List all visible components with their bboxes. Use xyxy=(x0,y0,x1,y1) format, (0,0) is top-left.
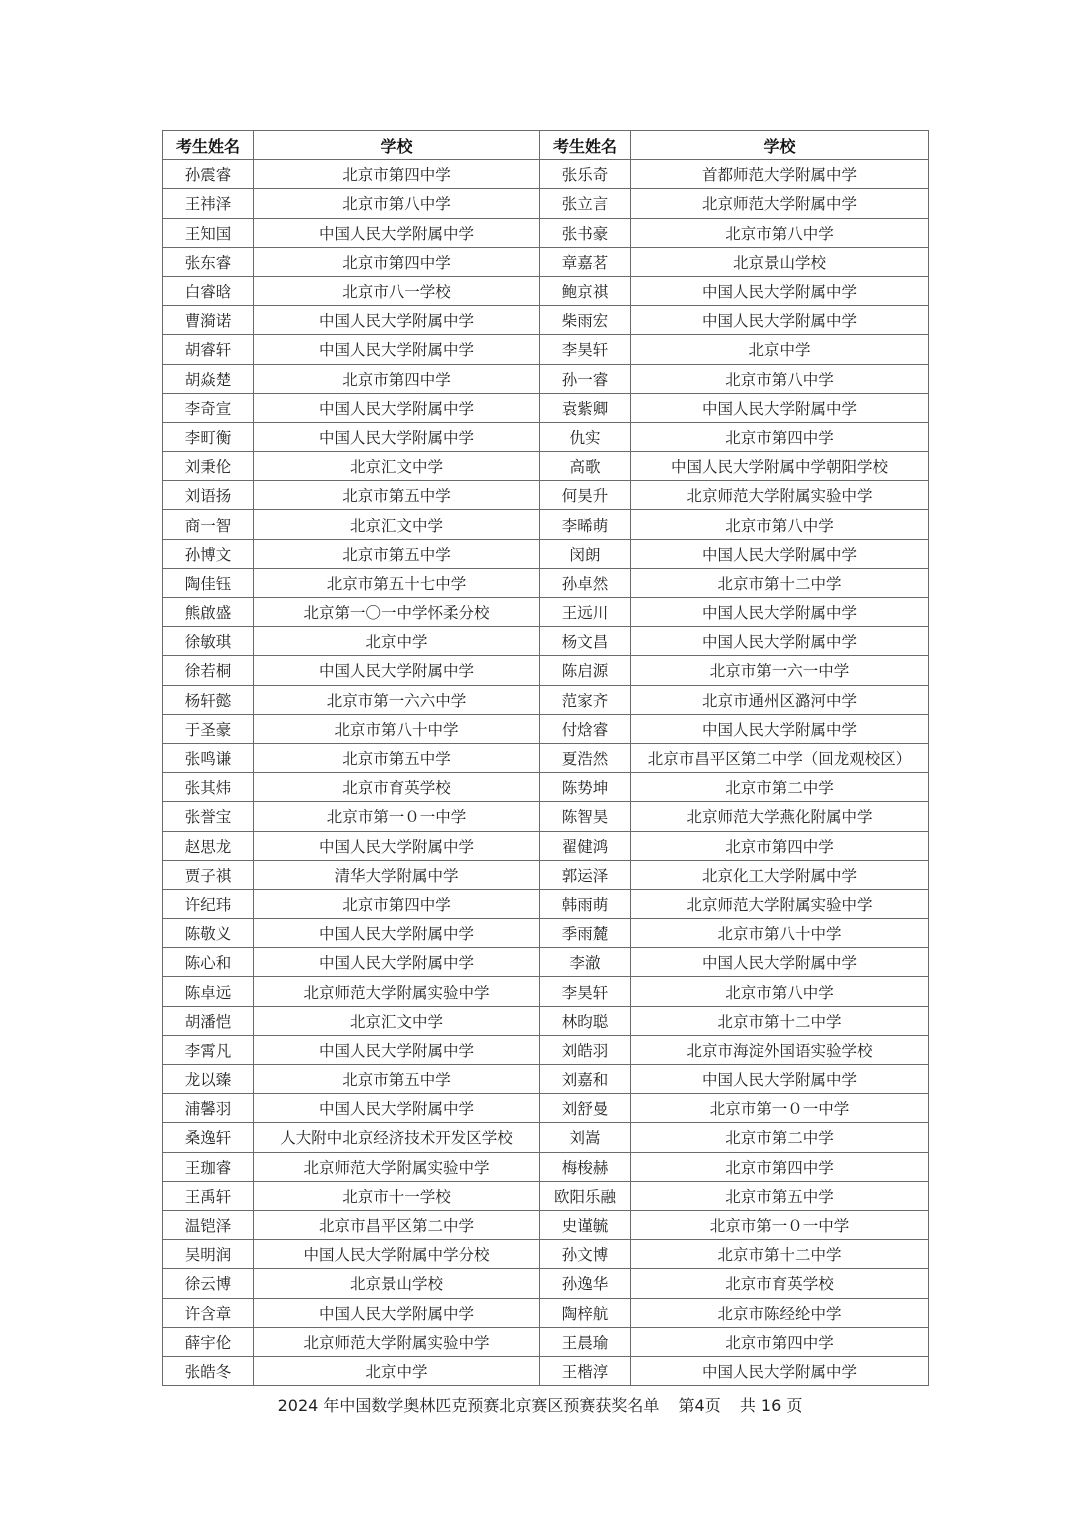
table-row xyxy=(163,1065,929,1094)
student-name-right: 夏浩然 xyxy=(540,743,631,772)
student-name-right: 孙一睿 xyxy=(540,364,631,393)
school-right: 北京市第十二中学 xyxy=(631,1006,929,1035)
student-name-left: 李霄凡 xyxy=(163,1035,254,1064)
school-left: 北京市第五中学 xyxy=(254,743,540,772)
student-name-right: 孙文博 xyxy=(540,1240,631,1269)
school-right: 北京市第二中学 xyxy=(631,1123,929,1152)
school-left: 北京市八一学校 xyxy=(254,276,540,305)
school-left: 北京中学 xyxy=(254,1356,540,1385)
student-name-right: 欧阳乐融 xyxy=(540,1181,631,1210)
school-right: 北京师范大学附属实验中学 xyxy=(631,889,929,918)
table-row xyxy=(163,831,929,860)
school-left: 北京市第一六六中学 xyxy=(254,685,540,714)
school-right: 北京化工大学附属中学 xyxy=(631,860,929,889)
student-name-right: 翟健鸿 xyxy=(540,831,631,860)
school-left: 中国人民大学附属中学 xyxy=(254,948,540,977)
school-right: 北京市第四中学 xyxy=(631,1327,929,1356)
school-left: 中国人民大学附属中学 xyxy=(254,218,540,247)
table-row xyxy=(163,685,929,714)
student-name-left: 胡焱楚 xyxy=(163,364,254,393)
school-left: 北京汇文中学 xyxy=(254,452,540,481)
school-left: 中国人民大学附属中学 xyxy=(254,335,540,364)
student-name-right: 刘嘉和 xyxy=(540,1065,631,1094)
school-right: 中国人民大学附属中学 xyxy=(631,627,929,656)
school-left: 北京师范大学附属实验中学 xyxy=(254,977,540,1006)
table-row xyxy=(163,452,929,481)
table-body xyxy=(163,160,929,1386)
school-left: 北京景山学校 xyxy=(254,1269,540,1298)
table-header-row xyxy=(163,131,929,160)
school-right: 北京市海淀外国语实验学校 xyxy=(631,1035,929,1064)
school-right: 北京市陈经纶中学 xyxy=(631,1298,929,1327)
school-left: 北京市第四中学 xyxy=(254,364,540,393)
school-right: 北京市第四中学 xyxy=(631,831,929,860)
header-school-left: 学校 xyxy=(254,131,540,160)
school-left: 中国人民大学附属中学 xyxy=(254,393,540,422)
student-name-left: 徐敏琪 xyxy=(163,627,254,656)
school-right: 中国人民大学附属中学 xyxy=(631,1065,929,1094)
student-name-right: 陈启源 xyxy=(540,656,631,685)
school-right: 中国人民大学附属中学 xyxy=(631,714,929,743)
school-left: 北京第一〇一中学怀柔分校 xyxy=(254,598,540,627)
table-row xyxy=(163,598,929,627)
table-row xyxy=(163,1356,929,1385)
table-row xyxy=(163,860,929,889)
student-name-left: 陈卓远 xyxy=(163,977,254,1006)
student-name-left: 陈敬义 xyxy=(163,919,254,948)
student-name-right: 袁紫卿 xyxy=(540,393,631,422)
school-right: 北京市第十二中学 xyxy=(631,1240,929,1269)
footer-page-number: 第4页 xyxy=(678,1396,721,1415)
table-row xyxy=(163,656,929,685)
school-right: 北京景山学校 xyxy=(631,247,929,276)
table-row xyxy=(163,218,929,247)
student-name-right: 梅梭赫 xyxy=(540,1152,631,1181)
student-name-left: 张誉宝 xyxy=(163,802,254,831)
school-right: 中国人民大学附属中学 xyxy=(631,393,929,422)
school-right: 北京市第八中学 xyxy=(631,218,929,247)
table-row xyxy=(163,948,929,977)
student-name-left: 徐若桐 xyxy=(163,656,254,685)
school-left: 中国人民大学附属中学 xyxy=(254,1094,540,1123)
school-left: 北京市第一０一中学 xyxy=(254,802,540,831)
student-name-right: 林昀聪 xyxy=(540,1006,631,1035)
table-row xyxy=(163,627,929,656)
school-left: 中国人民大学附属中学 xyxy=(254,1035,540,1064)
footer-title: 2024 年中国数学奥林匹克预赛北京赛区预赛获奖名单 xyxy=(277,1396,660,1415)
student-name-right: 张乐奇 xyxy=(540,160,631,189)
table-row xyxy=(163,247,929,276)
table-row xyxy=(163,510,929,539)
school-right: 北京师范大学附属中学 xyxy=(631,189,929,218)
student-name-left: 许含章 xyxy=(163,1298,254,1327)
school-left: 北京汇文中学 xyxy=(254,1006,540,1035)
table-row xyxy=(163,1006,929,1035)
table-row xyxy=(163,1094,929,1123)
school-left: 北京市第四中学 xyxy=(254,889,540,918)
school-left: 北京市第五中学 xyxy=(254,1065,540,1094)
student-name-right: 仇实 xyxy=(540,422,631,451)
student-name-right: 王楷淳 xyxy=(540,1356,631,1385)
school-right: 北京市第四中学 xyxy=(631,1152,929,1181)
school-right: 北京师范大学附属实验中学 xyxy=(631,481,929,510)
school-right: 北京市第八中学 xyxy=(631,977,929,1006)
student-name-left: 张其炜 xyxy=(163,773,254,802)
school-right: 中国人民大学附属中学朝阳学校 xyxy=(631,452,929,481)
school-right: 北京市第四中学 xyxy=(631,422,929,451)
school-left: 北京师范大学附属实验中学 xyxy=(254,1152,540,1181)
school-left: 北京市昌平区第二中学 xyxy=(254,1210,540,1239)
student-name-left: 曹漪诺 xyxy=(163,306,254,335)
student-name-left: 王珈睿 xyxy=(163,1152,254,1181)
table-row xyxy=(163,1327,929,1356)
table-row xyxy=(163,364,929,393)
student-name-left: 刘秉伦 xyxy=(163,452,254,481)
table-row xyxy=(163,276,929,305)
student-name-right: 闵朗 xyxy=(540,539,631,568)
school-left: 人大附中北京经济技术开发区学校 xyxy=(254,1123,540,1152)
student-name-left: 温铠泽 xyxy=(163,1210,254,1239)
table-row xyxy=(163,1152,929,1181)
school-left: 北京师范大学附属实验中学 xyxy=(254,1327,540,1356)
table-row xyxy=(163,714,929,743)
table-row xyxy=(163,802,929,831)
student-name-right: 王晨瑜 xyxy=(540,1327,631,1356)
school-left: 中国人民大学附属中学 xyxy=(254,919,540,948)
student-name-right: 李昊轩 xyxy=(540,335,631,364)
student-name-right: 刘嵩 xyxy=(540,1123,631,1152)
table-row xyxy=(163,1123,929,1152)
table-row xyxy=(163,1298,929,1327)
school-left: 北京市第八十中学 xyxy=(254,714,540,743)
student-name-right: 陈智昊 xyxy=(540,802,631,831)
school-right: 北京市第八中学 xyxy=(631,510,929,539)
student-name-right: 陈势坤 xyxy=(540,773,631,802)
student-name-right: 刘皓羽 xyxy=(540,1035,631,1064)
student-name-right: 史谨毓 xyxy=(540,1210,631,1239)
school-left: 中国人民大学附属中学 xyxy=(254,1298,540,1327)
table-row xyxy=(163,481,929,510)
table-row xyxy=(163,1210,929,1239)
table-row xyxy=(163,743,929,772)
student-name-left: 陶佳钰 xyxy=(163,568,254,597)
student-name-left: 王禹轩 xyxy=(163,1181,254,1210)
table-row xyxy=(163,919,929,948)
school-left: 北京中学 xyxy=(254,627,540,656)
student-name-right: 张立言 xyxy=(540,189,631,218)
table-row xyxy=(163,1240,929,1269)
student-name-left: 陈心和 xyxy=(163,948,254,977)
school-right: 北京市第一０一中学 xyxy=(631,1094,929,1123)
school-right: 北京市昌平区第二中学（回龙观校区） xyxy=(631,743,929,772)
student-name-left: 许纪玮 xyxy=(163,889,254,918)
school-right: 北京市第八十中学 xyxy=(631,919,929,948)
school-left: 中国人民大学附属中学 xyxy=(254,656,540,685)
school-left: 中国人民大学附属中学 xyxy=(254,422,540,451)
school-right: 北京市第十二中学 xyxy=(631,568,929,597)
table-row xyxy=(163,889,929,918)
student-name-right: 章嘉茗 xyxy=(540,247,631,276)
table-row xyxy=(163,568,929,597)
student-name-right: 韩雨萌 xyxy=(540,889,631,918)
student-name-right: 付焓睿 xyxy=(540,714,631,743)
student-name-left: 胡潘恺 xyxy=(163,1006,254,1035)
student-name-right: 孙卓然 xyxy=(540,568,631,597)
table-row xyxy=(163,1181,929,1210)
school-right: 北京市第一０一中学 xyxy=(631,1210,929,1239)
table-row xyxy=(163,160,929,189)
student-name-left: 龙以臻 xyxy=(163,1065,254,1094)
school-right: 中国人民大学附属中学 xyxy=(631,948,929,977)
footer-total-pages: 共 16 页 xyxy=(739,1396,803,1415)
student-name-left: 徐云博 xyxy=(163,1269,254,1298)
student-name-left: 桑逸轩 xyxy=(163,1123,254,1152)
student-name-left: 张皓冬 xyxy=(163,1356,254,1385)
student-name-right: 高歌 xyxy=(540,452,631,481)
student-name-left: 浦馨羽 xyxy=(163,1094,254,1123)
school-left: 中国人民大学附属中学分校 xyxy=(254,1240,540,1269)
school-left: 北京市第五中学 xyxy=(254,481,540,510)
school-right: 中国人民大学附属中学 xyxy=(631,276,929,305)
student-name-right: 王远川 xyxy=(540,598,631,627)
school-left: 北京市第五十七中学 xyxy=(254,568,540,597)
header-student-name-left: 考生姓名 xyxy=(163,131,254,160)
school-right: 北京市第五中学 xyxy=(631,1181,929,1210)
school-right: 北京市第二中学 xyxy=(631,773,929,802)
student-name-right: 张书豪 xyxy=(540,218,631,247)
school-right: 北京市通州区潞河中学 xyxy=(631,685,929,714)
student-name-left: 王知国 xyxy=(163,218,254,247)
student-name-right: 何昊升 xyxy=(540,481,631,510)
table-row xyxy=(163,306,929,335)
student-name-left: 孙博文 xyxy=(163,539,254,568)
student-name-left: 贾子祺 xyxy=(163,860,254,889)
student-name-right: 李澈 xyxy=(540,948,631,977)
school-right: 首都师范大学附属中学 xyxy=(631,160,929,189)
student-name-left: 吴明润 xyxy=(163,1240,254,1269)
student-name-right: 刘舒曼 xyxy=(540,1094,631,1123)
school-left: 北京市第四中学 xyxy=(254,247,540,276)
school-right: 北京市第一六一中学 xyxy=(631,656,929,685)
table-row xyxy=(163,393,929,422)
table-row xyxy=(163,1269,929,1298)
table-row xyxy=(163,539,929,568)
student-name-left: 薛宇伦 xyxy=(163,1327,254,1356)
student-name-left: 李奇宣 xyxy=(163,393,254,422)
table-row xyxy=(163,773,929,802)
school-left: 北京市第五中学 xyxy=(254,539,540,568)
student-name-right: 鲍京祺 xyxy=(540,276,631,305)
table-row xyxy=(163,335,929,364)
student-name-right: 杨文昌 xyxy=(540,627,631,656)
student-name-left: 王祎泽 xyxy=(163,189,254,218)
student-name-left: 刘语扬 xyxy=(163,481,254,510)
school-right: 北京中学 xyxy=(631,335,929,364)
student-name-right: 范家齐 xyxy=(540,685,631,714)
school-right: 北京市第八中学 xyxy=(631,364,929,393)
school-left: 北京汇文中学 xyxy=(254,510,540,539)
school-left: 北京市第四中学 xyxy=(254,160,540,189)
student-name-right: 李昊轩 xyxy=(540,977,631,1006)
school-left: 清华大学附属中学 xyxy=(254,860,540,889)
school-left: 中国人民大学附属中学 xyxy=(254,306,540,335)
student-name-right: 李晞萌 xyxy=(540,510,631,539)
student-name-right: 郭运泽 xyxy=(540,860,631,889)
award-list-table xyxy=(162,130,929,1386)
school-right: 中国人民大学附属中学 xyxy=(631,598,929,627)
student-name-right: 季雨麓 xyxy=(540,919,631,948)
header-student-name-right: 考生姓名 xyxy=(540,131,631,160)
table-row xyxy=(163,1035,929,1064)
school-right: 中国人民大学附属中学 xyxy=(631,306,929,335)
table-row xyxy=(163,977,929,1006)
school-left: 北京市十一学校 xyxy=(254,1181,540,1210)
student-name-left: 张鸣谦 xyxy=(163,743,254,772)
student-name-left: 孙震睿 xyxy=(163,160,254,189)
student-name-left: 胡睿轩 xyxy=(163,335,254,364)
school-right: 北京师范大学燕化附属中学 xyxy=(631,802,929,831)
student-name-left: 赵思龙 xyxy=(163,831,254,860)
student-name-left: 李町衡 xyxy=(163,422,254,451)
school-left: 中国人民大学附属中学 xyxy=(254,831,540,860)
school-left: 北京市育英学校 xyxy=(254,773,540,802)
page-footer xyxy=(0,1393,1080,1416)
student-name-right: 陶梓航 xyxy=(540,1298,631,1327)
student-name-left: 张东睿 xyxy=(163,247,254,276)
student-name-right: 柴雨宏 xyxy=(540,306,631,335)
student-name-left: 于圣豪 xyxy=(163,714,254,743)
student-name-left: 商一智 xyxy=(163,510,254,539)
school-right: 中国人民大学附属中学 xyxy=(631,539,929,568)
student-name-right: 孙逸华 xyxy=(540,1269,631,1298)
school-right: 中国人民大学附属中学 xyxy=(631,1356,929,1385)
header-school-right: 学校 xyxy=(631,131,929,160)
student-name-left: 杨轩懿 xyxy=(163,685,254,714)
table-row xyxy=(163,422,929,451)
student-name-left: 熊啟盛 xyxy=(163,598,254,627)
school-left: 北京市第八中学 xyxy=(254,189,540,218)
table-row xyxy=(163,189,929,218)
school-right: 北京市育英学校 xyxy=(631,1269,929,1298)
student-name-left: 白睿晗 xyxy=(163,276,254,305)
